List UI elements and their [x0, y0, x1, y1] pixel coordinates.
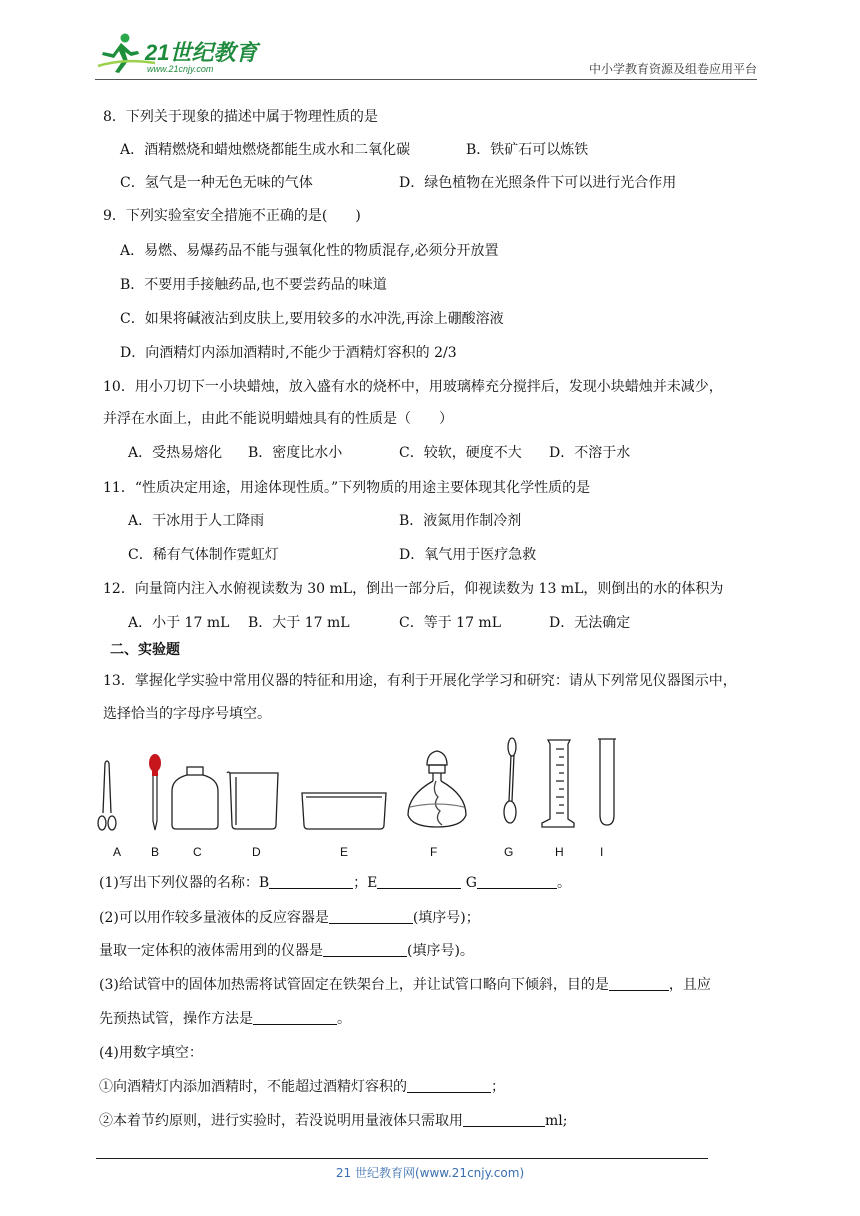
q13-stem-line2: 选择恰当的字母序号填空。: [103, 706, 271, 722]
q9-stem: 9．下列实验室安全措施不正确的是( ): [103, 208, 361, 224]
blank-g-name[interactable]: [477, 874, 557, 889]
q8-option-b: B．铁矿石可以炼铁: [466, 142, 589, 158]
q13-part4-2: ②本着节约原则，进行实验时，若没说明用量液体只需取用 ml;: [99, 1113, 568, 1129]
q13-part4-1: ①向酒精灯内添加酒精时，不能超过酒精灯容积的 ；: [99, 1079, 505, 1095]
svg-text:www.21cnjy.com: www.21cnjy.com: [147, 64, 214, 74]
q9-option-b: B．不要用手接触药品,也不要尝药品的味道: [120, 277, 387, 293]
label-g: G: [504, 845, 514, 859]
blank-lamp-capacity[interactable]: [407, 1078, 491, 1093]
q12-option-d: D．无法确定: [549, 615, 631, 631]
q10-stem-line1: 10．用小刀切下一小块蜡烛，放入盛有水的烧杯中，用玻璃棒充分搅拌后，发现小块蜡烛并未减少，: [103, 379, 723, 395]
instrument-drawings: [90, 735, 660, 835]
dropper-icon: [149, 754, 161, 830]
label-e: E: [340, 845, 349, 859]
q13-stem-line1: 13．掌握化学实验中常用仪器的特征和用途，有利于开展化学学习和研究：请从下列常见仪器图示中，: [103, 673, 737, 689]
q13-part3: (3)给试管中的固体加热需将试管固定在铁架台上，并让试管口略向下倾斜，目的是 ，且应: [99, 977, 711, 993]
q8-stem: 8．下列关于现象的描述中属于物理性质的是: [103, 109, 378, 125]
test-tube-icon: [598, 739, 616, 825]
q12-option-a: A．小于 17 mL: [128, 615, 230, 631]
reagent-bottle-icon: [172, 767, 218, 829]
footer-divider: [96, 1158, 708, 1159]
q13-part4: (4)用数字填空：: [99, 1045, 203, 1061]
q10-option-c: C．较软，硬度不大: [399, 445, 522, 461]
medicine-spoon-icon: [504, 738, 516, 823]
label-h: H: [555, 845, 564, 859]
label-b: B: [151, 845, 160, 859]
q12-option-c: C．等于 17 mL: [399, 615, 501, 631]
q13-part2: (2)可以用作较多量液体的反应容器是 (填序号)；: [99, 910, 480, 926]
alcohol-lamp-icon: [408, 751, 466, 827]
section-title: 二、实验题: [110, 642, 180, 658]
instrument-figure: [90, 735, 660, 860]
q9-option-c: C．如果将碱液沾到皮肤上,要用较多的水冲洗,再涂上硼酸溶液: [120, 311, 504, 327]
q8-option-a: A．酒精燃烧和蜡烛燃烧都能生成水和二氧化碳: [120, 142, 411, 158]
blank-b-name[interactable]: [269, 874, 353, 889]
platform-name: 中小学教育资源及组卷应用平台: [588, 62, 757, 76]
q13-part2-cont: 量取一定体积的液体需用到的仪器是 (填序号)。: [99, 943, 474, 959]
q11-option-c: C．稀有气体制作霓虹灯: [128, 547, 279, 563]
label-i: I: [600, 845, 604, 859]
q11-stem: 11．“性质决定用途，用途体现性质。”下列物质的用途主要体现其化学性质的是: [103, 480, 591, 496]
blank-liquid-amount[interactable]: [463, 1112, 545, 1127]
blank-purpose[interactable]: [609, 976, 669, 991]
q8-option-c: C．氢气是一种无色无味的气体: [120, 175, 313, 191]
beaker-icon: [227, 772, 278, 829]
label-d: D: [252, 845, 261, 859]
site-logo: [95, 32, 265, 76]
q12-stem: 12．向量筒内注入水俯视读数为 30 mL，倒出一部分后，仰视读数为 13 mL，则倒出的水的体积为: [103, 581, 724, 597]
crucible-tongs-icon: [98, 761, 116, 830]
label-c: C: [193, 845, 202, 859]
q9-option-a: A．易燃、易爆药品不能与强氧化性的物质混存,必须分开放置: [120, 243, 499, 259]
graduated-cylinder-icon: [542, 740, 574, 827]
q13-part3-cont: 先预热试管，操作方法是 。: [99, 1011, 351, 1027]
label-f: F: [430, 845, 438, 859]
q12-option-b: B．大于 17 mL: [248, 615, 350, 631]
q10-option-a: A．受热易熔化: [128, 445, 223, 461]
q10-option-d: D．不溶于水: [549, 445, 631, 461]
footer-source[interactable]: 21 世纪教育网(www.21cnjy.com): [335, 1166, 525, 1180]
q11-option-b: B．液氮用作制冷剂: [399, 513, 522, 529]
q10-option-b: B．密度比水小: [248, 445, 343, 461]
blank-preheat-method[interactable]: [253, 1010, 337, 1025]
header-divider: [95, 79, 757, 80]
q11-option-d: D．氧气用于医疗急救: [399, 547, 537, 563]
label-a: A: [113, 845, 122, 859]
q10-stem-line2: 并浮在水面上，由此不能说明蜡烛具有的性质是（ ）: [103, 411, 453, 427]
trough-icon: [302, 793, 386, 829]
q8-option-d: D．绿色植物在光照条件下可以进行光合作用: [399, 175, 677, 191]
page-header: [95, 30, 757, 78]
blank-reaction-vessel[interactable]: [329, 909, 413, 924]
blank-e-name[interactable]: [377, 874, 461, 889]
q9-option-d: D．向酒精灯内添加酒精时,不能少于酒精灯容积的 2/3: [120, 345, 457, 361]
svg-text:21世纪教育: 21世纪教育: [145, 40, 258, 65]
blank-measuring-instrument[interactable]: [323, 942, 407, 957]
q11-option-a: A．干冰用于人工降雨: [128, 513, 265, 529]
q13-part1: (1)写出下列仪器的名称：B ；E G 。: [99, 875, 571, 891]
